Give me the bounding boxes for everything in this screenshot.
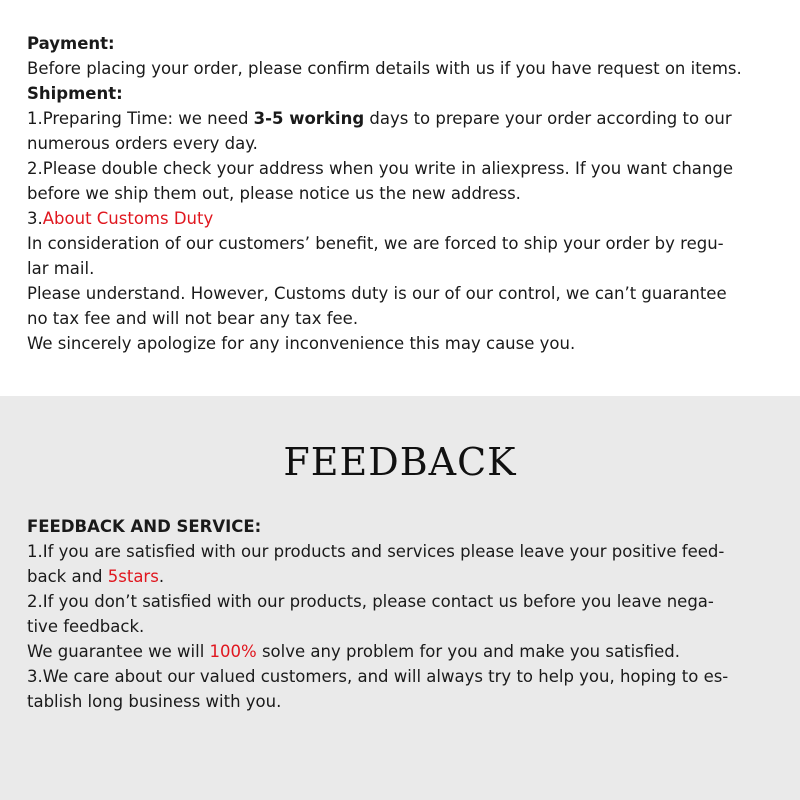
- customs-duty-line-5: We sincerely apologize for any inconvenience this may cause you.: [27, 334, 576, 353]
- feedback-item-2: 2.If you don’t satisfied with our products, please contact us before you leave nega-: [27, 592, 714, 611]
- feedback-heading: FEEDBACK AND SERVICE:: [27, 517, 262, 536]
- feedback-item-2-continued: tive feedback.: [27, 617, 145, 636]
- feedback-guarantee-percent: 100%: [209, 642, 257, 661]
- feedback-item-3: 3.We care about our valued customers, and will always try to help you, hoping to es-: [27, 667, 729, 686]
- shipment-item-1-prefix: 1.Preparing Time: we need: [27, 109, 254, 128]
- shipment-item-1: [27, 106, 773, 131]
- feedback-item-3-continued: tablish long business with you.: [27, 692, 282, 711]
- feedback-guarantee-prefix: We guarantee we will: [27, 642, 210, 661]
- customs-duty-line-1: In consideration of our customers’ benefit, we are forced to ship your order by regu-: [27, 234, 724, 253]
- shipment-working-days: 3-5 working: [253, 109, 365, 128]
- payment-heading: Payment:: [27, 34, 115, 53]
- shipment-item-1-suffix: days to prepare your order according to our: [364, 109, 732, 128]
- shipment-item-2: 2.Please double check your address when you write in aliexpress. If you want change: [27, 159, 733, 178]
- feedback-item-1: 1.If you are satisfied with our products and services please leave your positive feed-: [27, 542, 725, 561]
- feedback-item-1-suffix: .: [158, 567, 165, 586]
- customs-duty-line-3: Please understand. However, Customs duty is our of our control, we can’t guarantee: [27, 284, 727, 303]
- customs-duty-line-4: no tax fee and will not bear any tax fee.: [27, 309, 359, 328]
- payment-shipment-section: [0, 0, 800, 396]
- customs-duty-number: 3.: [27, 209, 43, 228]
- feedback-item-1-prefix: back and: [27, 567, 108, 586]
- feedback-item-1-continued: [27, 564, 773, 589]
- feedback-five-stars: 5stars: [107, 567, 159, 586]
- feedback-guarantee: [27, 639, 773, 664]
- feedback-text-block: [27, 514, 773, 714]
- payment-text: Before placing your order, please confirm details with us if you have request on items.: [27, 59, 742, 78]
- feedback-guarantee-suffix: solve any problem for you and make you satisfied.: [256, 642, 681, 661]
- customs-duty-line-2: lar mail.: [27, 259, 95, 278]
- feedback-title: FEEDBACK: [283, 440, 517, 484]
- customs-duty-title: About Customs Duty: [42, 209, 214, 228]
- policy-text-block: [27, 31, 773, 356]
- shipment-item-1-continued: numerous orders every day.: [27, 134, 258, 153]
- shipment-heading: Shipment:: [27, 84, 123, 103]
- shipment-item-2-continued: before we ship them out, please notice us the new address.: [27, 184, 521, 203]
- feedback-section: [0, 396, 800, 800]
- customs-duty-heading: [27, 206, 773, 231]
